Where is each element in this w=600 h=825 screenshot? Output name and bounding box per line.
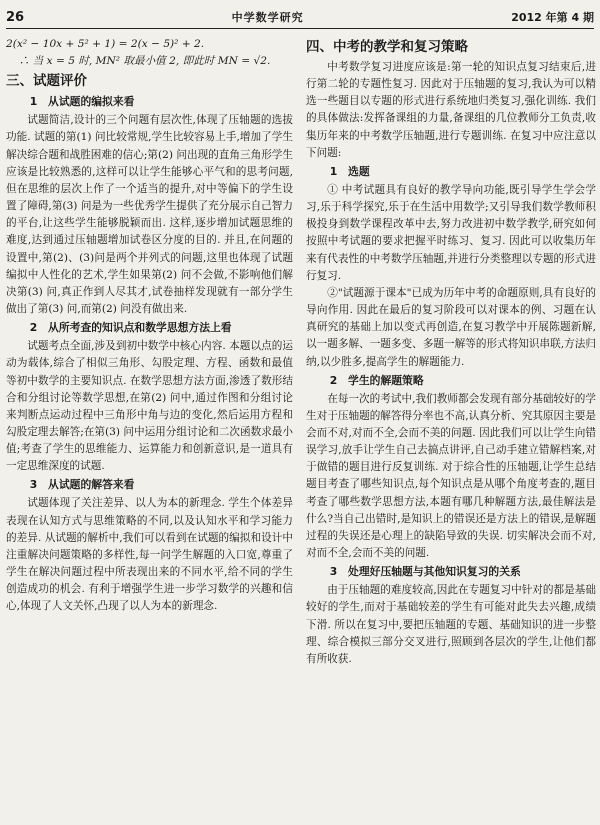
topic-2-title: 2 学生的解题策略 bbox=[329, 373, 424, 387]
subsection-2-body: 试题考点全面,涉及到初中数学中核心内容. 本题以点的运动为载体,综合了相似三角形、勾股定理、方程、函数和最值等初中数学的主要知识点. 在数学思想方法方面,渗透了数形结合和分组讨论等数学思想,在第(2) 问中,通过作图和分组讨论来判断点运动过程中三角形中角与边的变化,然后运用方程和勾股定理去解答;在第(3) 问中运用分组讨论和二次函数求最小值;考查了学生的思维能力、运算能力和创新意识,是一道具有一定思维深度的试题. bbox=[6, 340, 293, 473]
section-4-title: 四、中考的教学和复习策略 bbox=[306, 39, 468, 55]
subsection-2-title: 2 从所考查的知识点和数学思想方法上看 bbox=[29, 321, 232, 335]
math-conclusion: ∴ 当 x = 5 时, MN² 取最小值 2, 即此时 MN = √2. bbox=[18, 55, 271, 68]
page-header bbox=[6, 6, 594, 29]
page-number: 26 bbox=[6, 9, 25, 25]
math-equation: 2(x² − 10x + 5² + 1) = 2(x − 5)² + 2. bbox=[6, 38, 205, 50]
topic-1-title: 1 选题 bbox=[329, 164, 370, 178]
topic-1-point-1: ① 中考试题具有良好的教学导向功能,既引导学生学会学习,乐于科学探究,乐于在生活中用数学;又引导我们数学教师积极投身到数学课程改革中去,努力改进初中数学教学,研究如何按照中考试题的要求把握平时练习、复习. 因此可以收集历年来有代表性的中考数学压轴题,并进行分类整理以专题的形式进行复习. bbox=[306, 183, 596, 282]
subsection-1-body: 试题简洁,设计的三个问题有层次性,体现了压轴题的选拔功能. 试题的第(1) 问比较常规,学生比较容易上手,增加了学生解决综合题和战胜困难的信心;第(2) 问出现的直角三角形学生应该是比较熟悉的,这样可以让学生能够心平气和的思考问题,但在思维的层次上作了一个适当的提升,对中等偏下的学生设置了障碍,第(3) 问是为一些优秀学生提供了充分展示自己智力的平台,让这些学生能够脱颖而出. 这样,逐步增加试题思维的难度,达到通过压轴题增加试卷区分度的目的. 并且,在问题的设置中,第(2)、(3)问是两个并列式的问题,这里也体现了试题编拟中人性化的艺术,学生如果第(2) 问不会做,不影响他们解决第(3) 问,真正作到人尽其才,试卷抽样发现就有一部分学生做出了第(3) 问,而第(2) 问没有做出来. bbox=[6, 114, 293, 316]
left-column bbox=[6, 36, 293, 819]
section-3-title: 三、试题评价 bbox=[6, 73, 87, 90]
journal-title: 中学数学研究 bbox=[231, 11, 304, 24]
right-column bbox=[306, 36, 596, 819]
subsection-1-title: 1 从试题的编拟来看 bbox=[29, 95, 135, 109]
subsection-3-title: 3 从试题的解答来看 bbox=[29, 478, 135, 492]
issue-label: 2012 年第 4 期 bbox=[511, 11, 594, 24]
subsection-3-body: 试题体现了关注差异、以人为本的新理念. 学生个体差异表现在认知方式与思维策略的不同,以及认知水平和学习能力的差异. 从试题的解析中,我们可以看到在试题的编拟和设计中注重解决问题策略的多样性,每一问学生解题的入口宽,尊重了学生在解决问题过程中所表现出来的不同水平,给不同的学生创造成功的机会. 有利于增强学生进一步学习数学的兴趣和信心,体现了人文关怀,凸现了以人为本的新理念. bbox=[6, 497, 293, 613]
topic-3-title: 3 处理好压轴题与其他知识复习的关系 bbox=[329, 565, 521, 579]
topic-3-body: 由于压轴题的难度较高,因此在专题复习中针对的都是基础较好的学生,而对于基础较差的学生有可能对此失去兴趣,成绩下滑. 所以在复习中,要把压轴题的专题、基础知识的进一步整理、综合模拟三部分交叉进行,照顾到各层次的学生,让他们都有所收获. bbox=[306, 584, 596, 665]
section-4-intro: 中考数学复习进度应该是:第一轮的知识点复习结束后,进行第二轮的专题性复习. 因此对于压轴题的复习,我认为可以精选一些题目以专题的形式进行系统地归类复习,强化训练. 我们的具体做法:发挥备课组的力量,备课组的几位教师分工负责,收集历年来的中考数学压轴题,进行专题训练. 在复习中应注意以下问题: bbox=[306, 61, 596, 159]
topic-1-point-2: ②"试题源于课本"已成为历年中考的命题原则,具有良好的导向作用. 因此在最后的复习阶段可以对课本的例、习题在认真研究的基础上加以变式再创造,在复习教学中开展陈题新解,以一题多解、一题多变、多题一解等的形式将知识串联,方法归纳,以少胜多,提高学生的解题能力. bbox=[306, 286, 596, 368]
topic-2-body: 在每一次的考试中,我们教师都会发现有部分基础较好的学生对于压轴题的解答得分率也不高,认真分析、究其原因主要是会而不对,对而不全,会而不美的问题. 因此我们可以让学生向错误学习,放手让学生自己去搞点讲评,自己动手建立错解档案,对于做错的题目进行反复训练. 对于综合性的压轴题,让学生总结题目考查了哪些知识点,每个知识点是从哪个角度考查的,题目考查了哪些数学思想方法,本题有哪几种解题方法,最佳解法是什么?当自己出错时,是知识上的错误还是方法上的错误,是解题过程的失误还是心理上的缺陷导致的失误. 切实解决会而不对,对而不全,会而不美的问题. bbox=[306, 392, 596, 560]
